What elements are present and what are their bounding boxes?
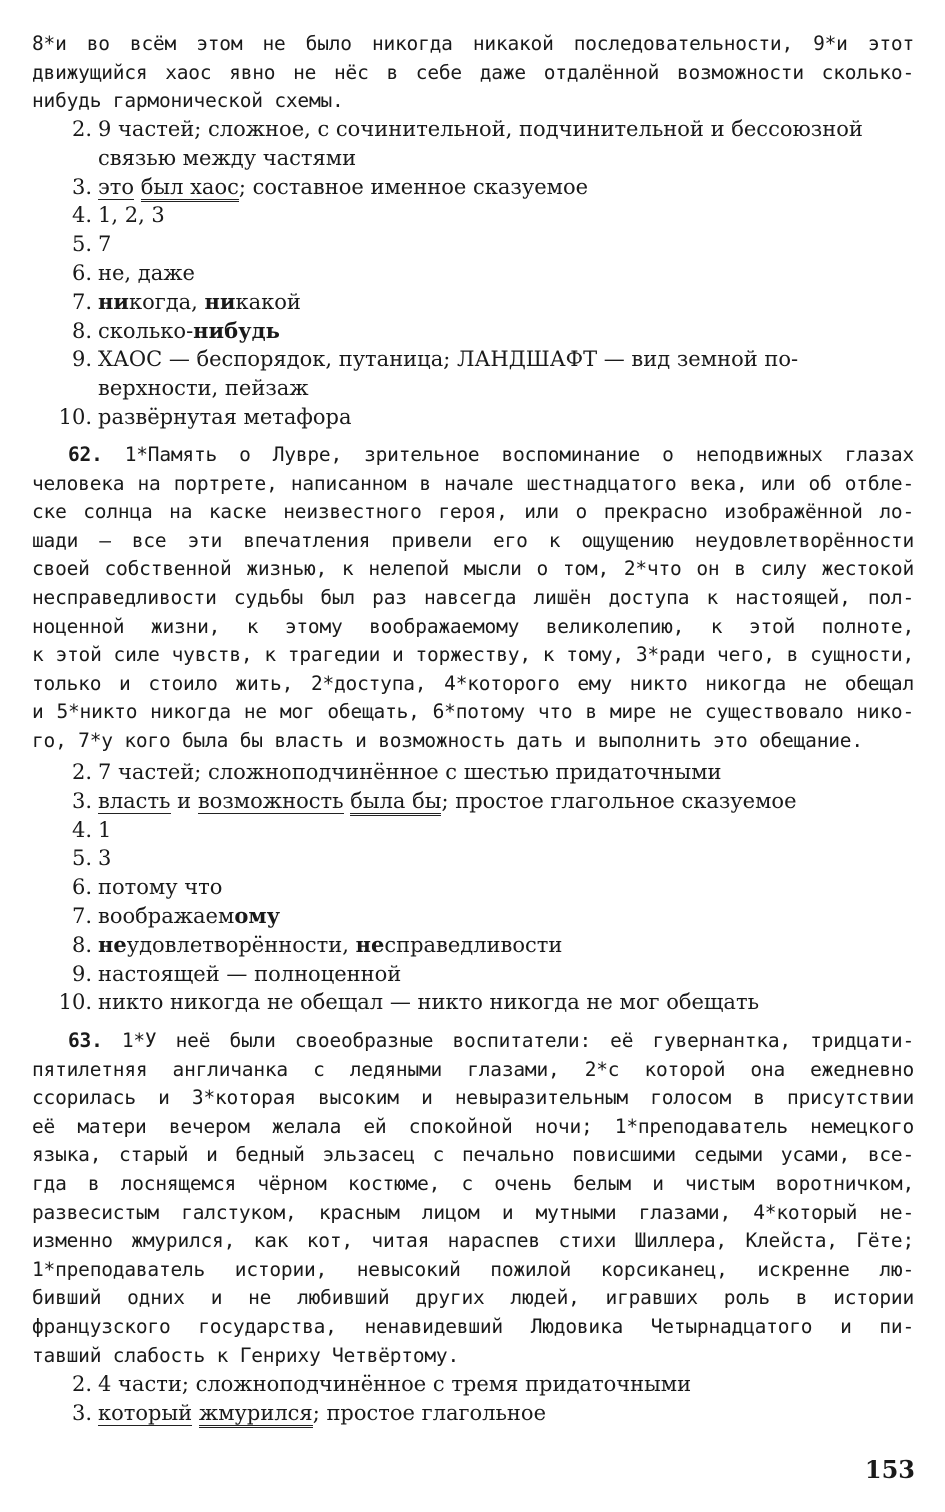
answer-item-continuation: верхности, пейзаж: [98, 376, 309, 401]
answer-item: 3. который жмурился; простое глагольное: [32, 1399, 914, 1428]
text-line: человека на портрете, написанном в начале шестнадцатого века, или об отбле-: [32, 471, 914, 495]
paragraph-61-continuation: [32, 30, 914, 116]
text-line: только и стоило жить, 2*доступа, 4*которого ему никто никогда не обещал: [32, 671, 914, 695]
answer-item: 9. ХАОС — беспорядок, путаница; ЛАНДШАФТ — вид земной по-: [71, 347, 799, 372]
answer-item: 6. потому что: [71, 875, 223, 900]
subject-underline: возможность: [197, 788, 344, 813]
text-line: пятилетняя англичанка с ледяными глазами, 2*с которой она ежедневно: [32, 1057, 914, 1081]
answer-item: 3. власть и возможность была бы; простое глагольное сказуемое: [32, 787, 914, 816]
answer-item: 9. настоящей — полноценной: [71, 961, 402, 986]
answer-item: 8. сколько-нибудь: [71, 317, 280, 343]
page-number: 153: [864, 1455, 915, 1484]
text-line: изменно жмурился, как кот, читая нараспев стихи Шиллера, Клейста, Гёте;: [32, 1229, 914, 1253]
text-line: развесистым галстуком, красным лицом и мутными глазами, 4*который не-: [32, 1200, 914, 1224]
text-line: го, 7*у кого была бы власть и возможность дать и выполнить это обещание.: [32, 728, 863, 752]
text-line: гда в лоснящемся чёрном костюме, с очень белым и чистым воротничком,: [32, 1171, 914, 1195]
text-line: шади — все эти впечатления привели его к ощущению неудовлетворённости: [32, 528, 914, 552]
answer-item: 6. не, даже: [71, 260, 195, 285]
text-line: французского государства, ненавидевший Людовика Четырнадцатого и пи-: [32, 1314, 914, 1338]
text-line: 63. 1*У неё были своеобразные воспитатели: её гувернантка, тридцати-: [68, 1029, 914, 1052]
answer-item: 10. никто никогда не обещал — никто никогда не мог обещать: [58, 990, 759, 1015]
exercise-number: 62.: [68, 443, 103, 466]
subject-underline: власть: [98, 788, 171, 813]
answer-item: 10. развёрнутая метафора: [58, 404, 352, 429]
text-line: ноценной жизни, к этому воображаемому великолепию, к этой полноте,: [32, 614, 914, 638]
text-line: ссорилась и 3*которая высоким и невыразительным голосом в присутствии: [32, 1086, 914, 1110]
text-line: движущийся хаос явно не нёс в себе даже отдалённой возможности сколько-: [32, 60, 914, 84]
answers-62: [32, 758, 914, 1017]
answer-item: 2. 4 части; сложноподчинённое с тремя придаточными: [71, 1372, 692, 1396]
text-line: её матери вечером желала ей спокойной ночи; 1*преподаватель немецкого: [32, 1114, 914, 1138]
predicate-underline: жмурился: [199, 1401, 313, 1428]
text-line: и 5*никто никогда не мог обещать, 6*потому что в мире не существовало нико-: [32, 700, 914, 724]
text-line: нибудь гармонической схемы.: [32, 89, 344, 113]
text-line: 8*и во всём этом не было никогда никакой последовательности, 9*и этот: [32, 32, 914, 55]
predicate-underline: был хаос: [141, 175, 239, 202]
paragraph-62: [32, 441, 914, 756]
answer-item: 2. 9 частей; сложное, с сочинительной, подчинительной и бессоюзной: [71, 117, 863, 141]
answer-item: 8. неудовлетворённости, несправедливости: [71, 931, 563, 957]
text-line: ске солнца на каске неизвестного героя, или о прекрасно изображённой ло-: [32, 500, 914, 524]
text-line: к этой силе чувств, к трагедии и торжеству, к тому, 3*ради чего, в сущности,: [32, 643, 914, 667]
answer-item: 7. никогда, никакой: [71, 288, 301, 314]
answer-item: 4. 1: [71, 817, 112, 842]
predicate-underline: была бы: [350, 789, 441, 816]
answer-item: 5. 3: [71, 846, 112, 871]
text-line: языка, старый и бедный эльзасец с печально повисшими седыми усами, все-: [32, 1143, 914, 1167]
answer-item: 7. воображаемому: [71, 902, 281, 928]
answer-item-continuation: связью между частями: [98, 145, 357, 170]
paragraph-63: [32, 1027, 914, 1370]
text-line: 62. 1*Память о Лувре, зрительное воспоминание о неподвижных глазах: [68, 443, 914, 466]
answer-item: 2. 7 частей; сложноподчинённое с шестью придаточными: [71, 760, 722, 784]
answers-63: [32, 1370, 914, 1428]
text-line: своей собственной жизнью, к нелепой мысли о том, 2*что он в силу жестокой: [32, 557, 914, 581]
answer-item: 5. 7: [71, 232, 112, 257]
answer-item: 3. это был хаос; составное именное сказуемое: [32, 173, 914, 202]
text-line: бивший одних и не любивший других людей, игравших роль в истории: [32, 1286, 914, 1310]
text-line: несправедливости судьбы был раз навсегда лишён доступа к настоящей, пол-: [32, 585, 914, 609]
text-line: 1*преподаватель истории, невысокий пожилой корсиканец, искренне лю-: [32, 1257, 914, 1281]
exercise-number: 63.: [68, 1029, 103, 1052]
answers-61: [32, 115, 914, 432]
subject-underline: который: [98, 1400, 193, 1425]
subject-underline: это: [98, 174, 135, 199]
text-line: тавший слабость к Генриху Четвёртому.: [32, 1343, 459, 1367]
answer-item: 4. 1, 2, 3: [71, 203, 165, 228]
